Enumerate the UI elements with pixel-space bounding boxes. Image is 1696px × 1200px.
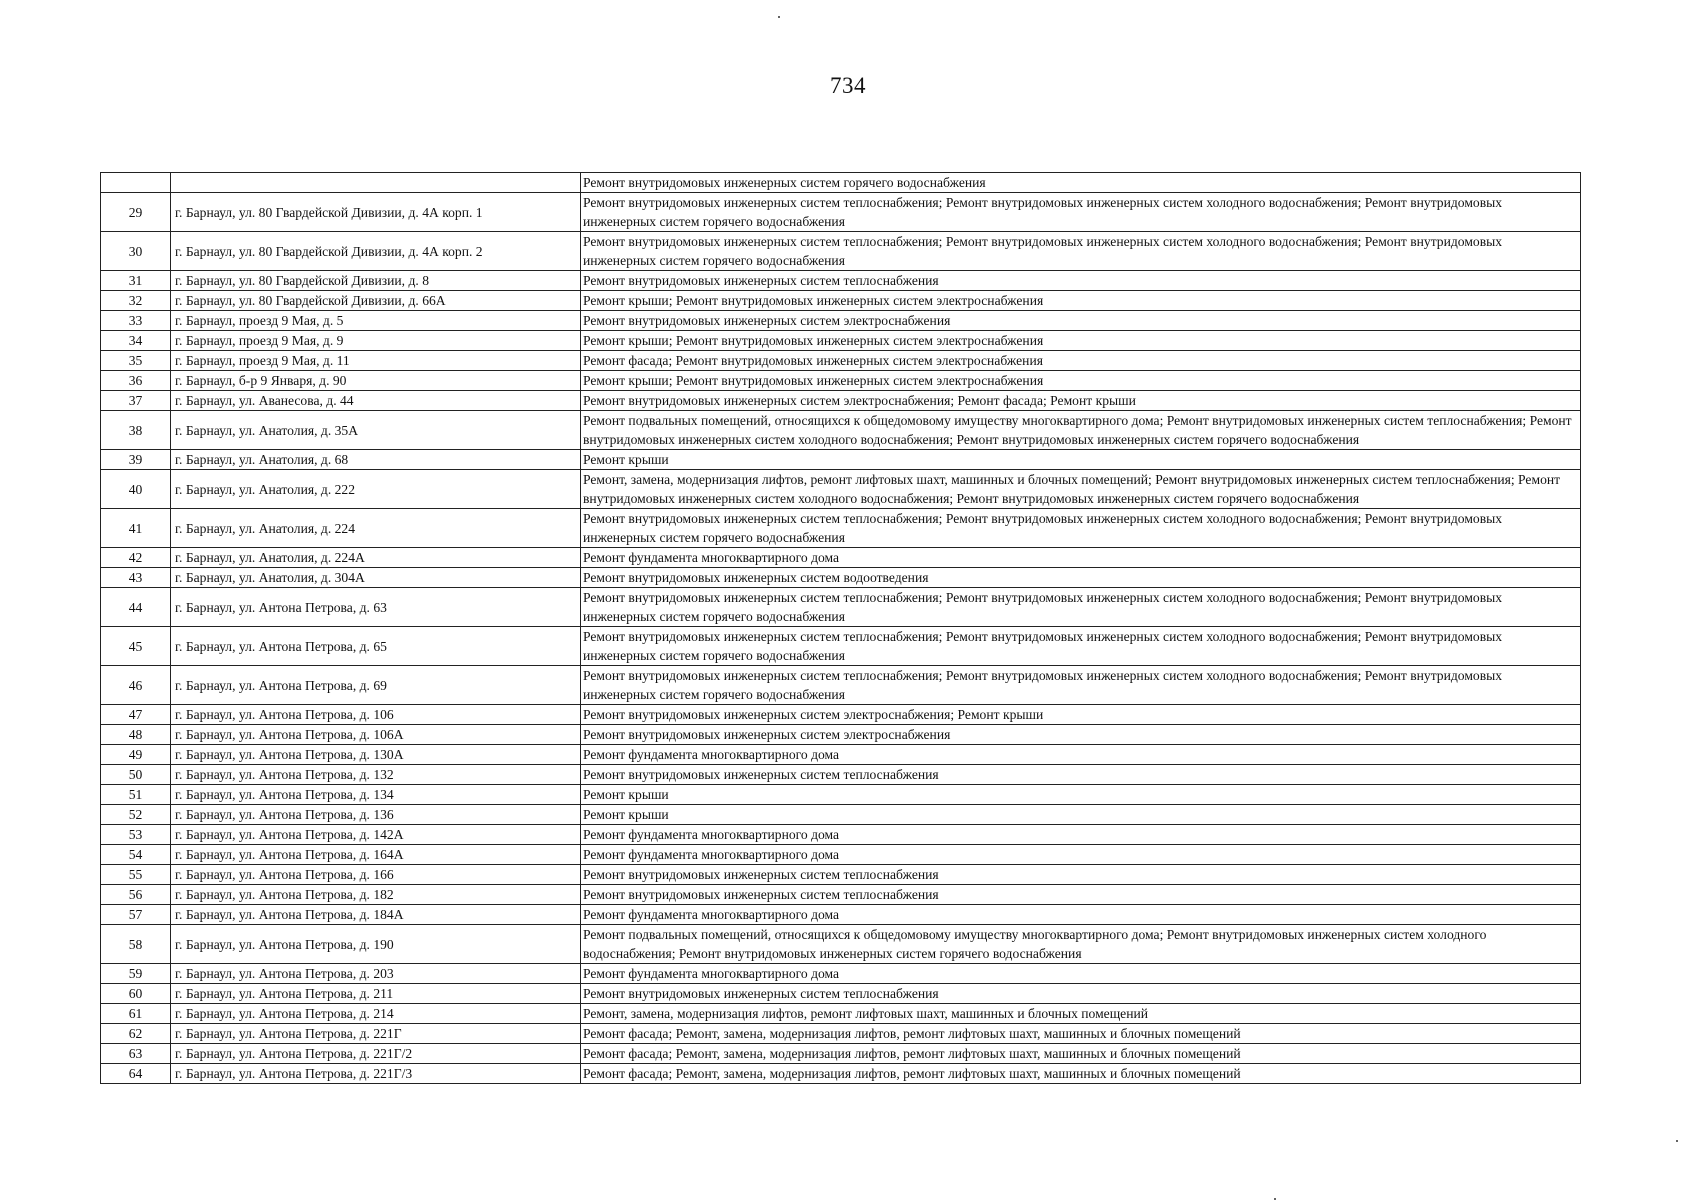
table-row [101, 588, 1581, 627]
row-works: Ремонт крыши; Ремонт внутридомовых инженерных систем электроснабжения [581, 371, 1581, 391]
table-row [101, 705, 1581, 725]
row-number: 46 [101, 666, 171, 705]
row-works: Ремонт подвальных помещений, относящихся к общедомовому имуществу многоквартирного дома; Ремонт внутридомовых инженерных систем холодного водоснабжения; Ремонт внутридомовых инженерных систем горячего водоснабжения [581, 925, 1581, 964]
row-number: 31 [101, 271, 171, 291]
row-address: г. Барнаул, ул. Антона Петрова, д. 221Г [171, 1024, 581, 1044]
row-address: г. Барнаул, проезд 9 Мая, д. 9 [171, 331, 581, 351]
row-number: 42 [101, 548, 171, 568]
row-works: Ремонт внутридомовых инженерных систем теплоснабжения; Ремонт внутридомовых инженерных систем холодного водоснабжения; Ремонт внутридомовых инженерных систем горячего водоснабжения [581, 193, 1581, 232]
row-number: 55 [101, 865, 171, 885]
row-number [101, 173, 171, 193]
scan-speck [1676, 1140, 1678, 1142]
row-number: 43 [101, 568, 171, 588]
table-row [101, 548, 1581, 568]
row-works: Ремонт фундамента многоквартирного дома [581, 905, 1581, 925]
row-number: 54 [101, 845, 171, 865]
scan-speck [778, 16, 780, 18]
row-number: 53 [101, 825, 171, 845]
row-number: 39 [101, 450, 171, 470]
row-number: 36 [101, 371, 171, 391]
table-row [101, 391, 1581, 411]
row-address: г. Барнаул, ул. Антона Петрова, д. 142А [171, 825, 581, 845]
row-address: г. Барнаул, ул. Анатолия, д. 222 [171, 470, 581, 509]
row-works: Ремонт крыши [581, 785, 1581, 805]
table-row [101, 331, 1581, 351]
row-works: Ремонт внутридомовых инженерных систем теплоснабжения [581, 885, 1581, 905]
row-works: Ремонт внутридомовых инженерных систем теплоснабжения [581, 865, 1581, 885]
table-row [101, 745, 1581, 765]
row-number: 38 [101, 411, 171, 450]
table-row [101, 371, 1581, 391]
row-works: Ремонт внутридомовых инженерных систем теплоснабжения [581, 765, 1581, 785]
row-address: г. Барнаул, ул. Антона Петрова, д. 211 [171, 984, 581, 1004]
row-number: 50 [101, 765, 171, 785]
row-address: г. Барнаул, ул. Антона Петрова, д. 106А [171, 725, 581, 745]
table-row [101, 925, 1581, 964]
row-number: 52 [101, 805, 171, 825]
row-address: г. Барнаул, ул. Анатолия, д. 304А [171, 568, 581, 588]
row-number: 48 [101, 725, 171, 745]
row-address: г. Барнаул, ул. Антона Петрова, д. 182 [171, 885, 581, 905]
row-number: 30 [101, 232, 171, 271]
row-works: Ремонт внутридомовых инженерных систем теплоснабжения; Ремонт внутридомовых инженерных систем холодного водоснабжения; Ремонт внутридомовых инженерных систем горячего водоснабжения [581, 627, 1581, 666]
table-row [101, 666, 1581, 705]
row-address: г. Барнаул, ул. 80 Гвардейской Дивизии, д. 4А корп. 1 [171, 193, 581, 232]
row-works: Ремонт, замена, модернизация лифтов, ремонт лифтовых шахт, машинных и блочных помещений [581, 1004, 1581, 1024]
table-row [101, 865, 1581, 885]
table-row [101, 509, 1581, 548]
table-row [101, 291, 1581, 311]
table-row [101, 1024, 1581, 1044]
row-works: Ремонт фундамента многоквартирного дома [581, 825, 1581, 845]
row-number: 57 [101, 905, 171, 925]
row-works: Ремонт внутридомовых инженерных систем электроснабжения [581, 311, 1581, 331]
row-address: г. Барнаул, ул. Антона Петрова, д. 65 [171, 627, 581, 666]
table-row [101, 411, 1581, 450]
table-row [101, 627, 1581, 666]
row-works: Ремонт внутридомовых инженерных систем водоотведения [581, 568, 1581, 588]
table-row [101, 984, 1581, 1004]
row-number: 29 [101, 193, 171, 232]
row-number: 35 [101, 351, 171, 371]
row-address: г. Барнаул, проезд 9 Мая, д. 5 [171, 311, 581, 331]
row-address: г. Барнаул, ул. Аванесова, д. 44 [171, 391, 581, 411]
row-number: 33 [101, 311, 171, 331]
row-works: Ремонт фундамента многоквартирного дома [581, 845, 1581, 865]
row-works: Ремонт фундамента многоквартирного дома [581, 964, 1581, 984]
row-address: г. Барнаул, ул. Анатолия, д. 68 [171, 450, 581, 470]
row-address: г. Барнаул, ул. Антона Петрова, д. 166 [171, 865, 581, 885]
table-row [101, 785, 1581, 805]
row-address: г. Барнаул, ул. Анатолия, д. 35А [171, 411, 581, 450]
row-address: г. Барнаул, ул. Антона Петрова, д. 63 [171, 588, 581, 627]
row-address [171, 173, 581, 193]
row-number: 62 [101, 1024, 171, 1044]
row-works: Ремонт внутридомовых инженерных систем теплоснабжения; Ремонт внутридомовых инженерных систем холодного водоснабжения; Ремонт внутридомовых инженерных систем горячего водоснабжения [581, 232, 1581, 271]
row-works: Ремонт внутридомовых инженерных систем электроснабжения; Ремонт фасада; Ремонт крыши [581, 391, 1581, 411]
table-row [101, 450, 1581, 470]
row-number: 32 [101, 291, 171, 311]
table-row [101, 805, 1581, 825]
row-address: г. Барнаул, проезд 9 Мая, д. 11 [171, 351, 581, 371]
row-address: г. Барнаул, ул. Антона Петрова, д. 190 [171, 925, 581, 964]
row-address: г. Барнаул, б-р 9 Января, д. 90 [171, 371, 581, 391]
row-number: 58 [101, 925, 171, 964]
table-row [101, 964, 1581, 984]
table-row [101, 271, 1581, 291]
table-row [101, 173, 1581, 193]
row-address: г. Барнаул, ул. Антона Петрова, д. 69 [171, 666, 581, 705]
row-number: 59 [101, 964, 171, 984]
row-address: г. Барнаул, ул. 80 Гвардейской Дивизии, д. 66А [171, 291, 581, 311]
table-row [101, 765, 1581, 785]
row-number: 63 [101, 1044, 171, 1064]
table-row [101, 1004, 1581, 1024]
row-number: 64 [101, 1064, 171, 1084]
row-works: Ремонт подвальных помещений, относящихся к общедомовому имуществу многоквартирного дома; Ремонт внутридомовых инженерных систем теплоснабжения; Ремонт внутридомовых инженерных систем холодного водоснабжения; Ремонт внутридомовых инженерных систем горячего водоснабжения [581, 411, 1581, 450]
row-address: г. Барнаул, ул. Антона Петрова, д. 203 [171, 964, 581, 984]
table-row [101, 825, 1581, 845]
row-works: Ремонт внутридомовых инженерных систем горячего водоснабжения [581, 173, 1581, 193]
row-address: г. Барнаул, ул. Антона Петрова, д. 134 [171, 785, 581, 805]
row-works: Ремонт фасада; Ремонт, замена, модернизация лифтов, ремонт лифтовых шахт, машинных и блочных помещений [581, 1024, 1581, 1044]
row-address: г. Барнаул, ул. Антона Петрова, д. 184А [171, 905, 581, 925]
table-body [101, 173, 1581, 1084]
row-address: г. Барнаул, ул. 80 Гвардейской Дивизии, д. 4А корп. 2 [171, 232, 581, 271]
row-works: Ремонт фасада; Ремонт, замена, модернизация лифтов, ремонт лифтовых шахт, машинных и блочных помещений [581, 1044, 1581, 1064]
row-address: г. Барнаул, ул. Антона Петрова, д. 221Г/3 [171, 1064, 581, 1084]
row-address: г. Барнаул, ул. Антона Петрова, д. 106 [171, 705, 581, 725]
row-works: Ремонт, замена, модернизация лифтов, ремонт лифтовых шахт, машинных и блочных помещений; Ремонт внутридомовых инженерных систем теплоснабжения; Ремонт внутридомовых инженерных систем холодного водоснабжения; Ремонт внутридомовых инженерных систем горячего водоснабжения [581, 470, 1581, 509]
row-number: 56 [101, 885, 171, 905]
row-address: г. Барнаул, ул. Анатолия, д. 224 [171, 509, 581, 548]
row-works: Ремонт внутридомовых инженерных систем теплоснабжения; Ремонт внутридомовых инженерных систем холодного водоснабжения; Ремонт внутридомовых инженерных систем горячего водоснабжения [581, 666, 1581, 705]
row-address: г. Барнаул, ул. Антона Петрова, д. 221Г/2 [171, 1044, 581, 1064]
row-works: Ремонт крыши; Ремонт внутридомовых инженерных систем электроснабжения [581, 331, 1581, 351]
table-row [101, 1064, 1581, 1084]
row-works: Ремонт внутридомовых инженерных систем электроснабжения [581, 725, 1581, 745]
row-number: 44 [101, 588, 171, 627]
table-row [101, 905, 1581, 925]
row-address: г. Барнаул, ул. Анатолия, д. 224А [171, 548, 581, 568]
table-row [101, 1044, 1581, 1064]
table-row [101, 470, 1581, 509]
row-address: г. Барнаул, ул. Антона Петрова, д. 136 [171, 805, 581, 825]
row-works: Ремонт внутридомовых инженерных систем теплоснабжения; Ремонт внутридомовых инженерных систем холодного водоснабжения; Ремонт внутридомовых инженерных систем горячего водоснабжения [581, 588, 1581, 627]
row-number: 49 [101, 745, 171, 765]
row-number: 40 [101, 470, 171, 509]
row-number: 34 [101, 331, 171, 351]
repair-program-table [100, 172, 1581, 1084]
row-number: 51 [101, 785, 171, 805]
table-row [101, 232, 1581, 271]
row-address: г. Барнаул, ул. Антона Петрова, д. 130А [171, 745, 581, 765]
page-number: 734 [830, 73, 866, 98]
row-works: Ремонт внутридомовых инженерных систем теплоснабжения [581, 271, 1581, 291]
row-number: 37 [101, 391, 171, 411]
table-row [101, 351, 1581, 371]
row-works: Ремонт фасада; Ремонт внутридомовых инженерных систем электроснабжения [581, 351, 1581, 371]
table-row [101, 845, 1581, 865]
row-works: Ремонт внутридомовых инженерных систем теплоснабжения; Ремонт внутридомовых инженерных систем холодного водоснабжения; Ремонт внутридомовых инженерных систем горячего водоснабжения [581, 509, 1581, 548]
row-works: Ремонт крыши [581, 450, 1581, 470]
row-works: Ремонт внутридомовых инженерных систем теплоснабжения [581, 984, 1581, 1004]
table-row [101, 193, 1581, 232]
row-number: 61 [101, 1004, 171, 1024]
row-address: г. Барнаул, ул. 80 Гвардейской Дивизии, д. 8 [171, 271, 581, 291]
row-address: г. Барнаул, ул. Антона Петрова, д. 164А [171, 845, 581, 865]
row-works: Ремонт фундамента многоквартирного дома [581, 745, 1581, 765]
row-works: Ремонт крыши; Ремонт внутридомовых инженерных систем электроснабжения [581, 291, 1581, 311]
row-works: Ремонт внутридомовых инженерных систем электроснабжения; Ремонт крыши [581, 705, 1581, 725]
row-works: Ремонт крыши [581, 805, 1581, 825]
table-row [101, 885, 1581, 905]
row-works: Ремонт фундамента многоквартирного дома [581, 548, 1581, 568]
table-row [101, 568, 1581, 588]
row-number: 45 [101, 627, 171, 666]
table-row [101, 725, 1581, 745]
row-address: г. Барнаул, ул. Антона Петрова, д. 132 [171, 765, 581, 785]
row-number: 47 [101, 705, 171, 725]
row-number: 60 [101, 984, 171, 1004]
row-works: Ремонт фасада; Ремонт, замена, модернизация лифтов, ремонт лифтовых шахт, машинных и блочных помещений [581, 1064, 1581, 1084]
table-row [101, 311, 1581, 331]
row-address: г. Барнаул, ул. Антона Петрова, д. 214 [171, 1004, 581, 1024]
row-number: 41 [101, 509, 171, 548]
